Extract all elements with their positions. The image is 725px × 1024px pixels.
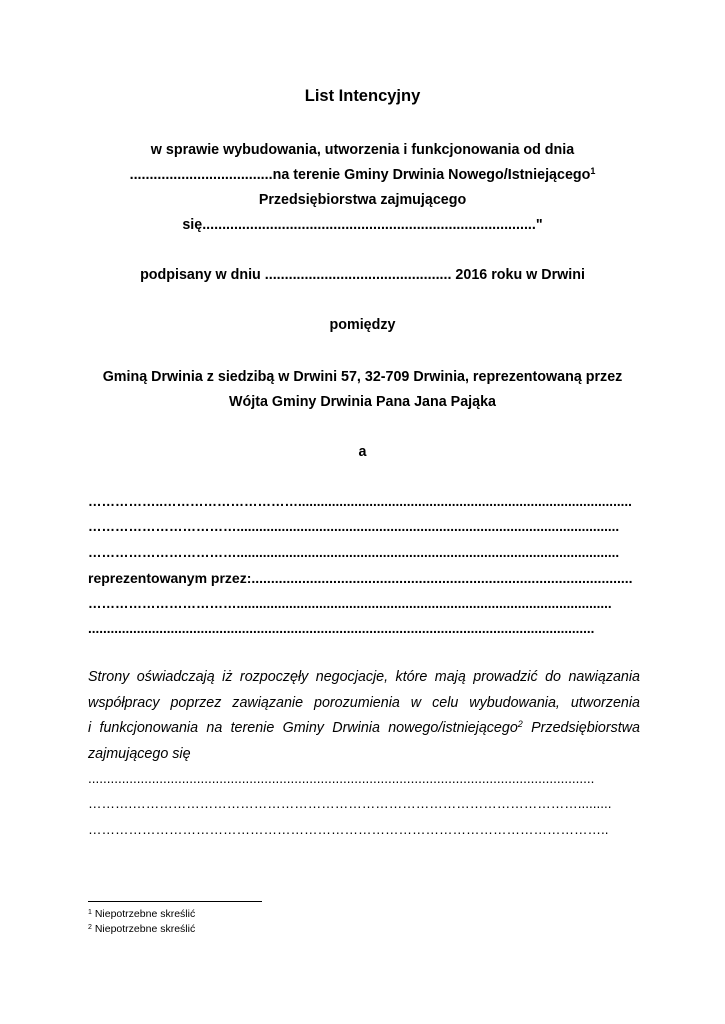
subject-line-2-text: ....................................na terenie Gminy Drwinia Nowego/Istniejącego <box>129 167 591 183</box>
subject-line-2 <box>0 168 725 182</box>
footnote-separator <box>88 901 262 902</box>
party-2-line-2: ……………………………...................................................................................................... <box>88 519 620 534</box>
subject-line-3: Przedsiębiorstwa zajmującego <box>258 192 467 208</box>
party-2-line-5: …………………………….................................................................................................... <box>88 596 612 611</box>
party-1-line-2: Wójta Gminy Drwinia Pana Jana Pająka <box>229 394 496 410</box>
statement-dots-1: ....................................................................................................................................... <box>88 771 595 786</box>
and-label: a <box>358 444 367 460</box>
statement-dots-2: ……….………………………………………………………………………………………......... <box>88 796 612 811</box>
statement-line-4: zajmującego się <box>88 746 191 762</box>
subject-line-4: się...................................................................................." <box>182 217 543 233</box>
party-2-representative: reprezentowanym przez:.................................................................................................. <box>88 570 633 586</box>
statement-line-3 <box>88 721 640 735</box>
statement-dots-3: …………………………………………………………………………………………………….. <box>88 822 609 837</box>
statement-line-3-tail: Przedsiębiorstwa <box>522 720 640 736</box>
footnote-2 <box>88 923 195 935</box>
footnote-1-text: Niepotrzebne skreślić <box>91 908 196 920</box>
footnote-ref-1: 1 <box>590 166 596 176</box>
signed-line: podpisany w dniu ............................................... 2016 roku w Drwini <box>140 267 585 283</box>
footnote-2-number: 2 <box>88 924 92 931</box>
document-title: List Intencyjny <box>304 87 421 105</box>
statement-line-1: Strony oświadczają iż rozpoczęły negocjacje, które mają prowadzić do nawiązania <box>88 669 640 685</box>
party-2-line-6: ....................................................................................................................................... <box>88 621 595 636</box>
statement-line-2: współpracy poprzez zawiązanie porozumienia w celu wybudowania, utworzenia <box>88 695 640 711</box>
party-2-line-3: ……………………………...................................................................................................... <box>88 545 620 560</box>
footnote-2-text: Niepotrzebne skreślić <box>91 923 196 935</box>
footnote-ref-2: 2 <box>517 719 523 729</box>
party-2-line-1: ……………..…………………………......................................................................................... <box>88 494 632 509</box>
footnote-1-number: 1 <box>88 909 92 916</box>
between-label: pomiędzy <box>329 317 396 333</box>
statement-line-3-text: i funkcjonowania na terenie Gminy Drwinia nowego/istniejącego <box>88 720 518 736</box>
footnote-1 <box>88 908 195 920</box>
party-1-line-1: Gminą Drwinia z siedzibą w Drwini 57, 32-709 Drwinia, reprezentowaną przez <box>102 369 623 385</box>
subject-line-1: w sprawie wybudowania, utworzenia i funkcjonowania od dnia <box>150 142 575 158</box>
